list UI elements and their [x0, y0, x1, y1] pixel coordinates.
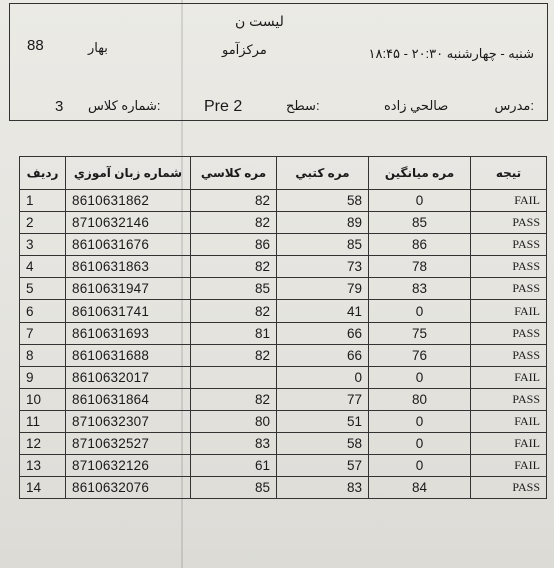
result-cell: FAIL — [471, 190, 547, 212]
col-header-row-number: رديف — [20, 157, 66, 190]
student-id-cell: 8610631947 — [66, 278, 191, 300]
written-grade-cell: 79 — [277, 278, 369, 300]
written-grade-cell: 41 — [277, 300, 369, 322]
class-grade-cell: 86 — [191, 234, 277, 256]
table-row — [20, 190, 547, 212]
written-grade-cell: 57 — [277, 455, 369, 477]
instructor-name: صالحي زاده — [384, 98, 449, 113]
written-grade-cell: 58 — [277, 433, 369, 455]
average-grade-cell: 0 — [369, 300, 471, 322]
table-row — [20, 433, 547, 455]
student-id-cell: 8610632017 — [66, 366, 191, 388]
class-grade-cell: 85 — [191, 278, 277, 300]
student-id-cell: 8610631693 — [66, 322, 191, 344]
result-cell: PASS — [471, 477, 547, 499]
student-id-cell: 8610631676 — [66, 234, 191, 256]
row-number-cell: 11 — [20, 410, 66, 432]
written-grade-cell: 83 — [277, 477, 369, 499]
class-grade-cell: 82 — [191, 212, 277, 234]
average-grade-cell: 0 — [369, 366, 471, 388]
student-id-cell: 8610631688 — [66, 344, 191, 366]
instructor-label: مدرس: — [494, 98, 534, 113]
class-grade-cell: 80 — [191, 410, 277, 432]
result-cell: PASS — [471, 212, 547, 234]
class-grade-cell: 82 — [191, 300, 277, 322]
row-number-cell: 2 — [20, 212, 66, 234]
average-grade-cell: 83 — [369, 278, 471, 300]
table-row — [20, 278, 547, 300]
table-row — [20, 344, 547, 366]
table-header-row — [20, 157, 547, 190]
row-number-cell: 7 — [20, 322, 66, 344]
average-grade-cell: 84 — [369, 477, 471, 499]
average-grade-cell: 0 — [369, 410, 471, 432]
row-number-cell: 9 — [20, 366, 66, 388]
row-number-cell: 13 — [20, 455, 66, 477]
written-grade-cell: 0 — [277, 366, 369, 388]
average-grade-cell: 0 — [369, 190, 471, 212]
row-number-cell: 1 — [20, 190, 66, 212]
result-cell: PASS — [471, 344, 547, 366]
table-row — [20, 256, 547, 278]
schedule-line: شنبه - چهارشنبه ۲۰:۳۰ - ۱۸:۴۵ — [368, 46, 534, 61]
table-row — [20, 234, 547, 256]
result-cell: FAIL — [471, 300, 547, 322]
written-grade-cell: 51 — [277, 410, 369, 432]
average-grade-cell: 76 — [369, 344, 471, 366]
table-row — [20, 212, 547, 234]
row-number-cell: 14 — [20, 477, 66, 499]
student-id-cell: 8610631864 — [66, 388, 191, 410]
table-row — [20, 410, 547, 432]
row-number-cell: 3 — [20, 234, 66, 256]
document-title: لیست ن — [235, 13, 284, 29]
student-id-cell: 8610632076 — [66, 477, 191, 499]
result-cell: FAIL — [471, 366, 547, 388]
average-grade-cell: 0 — [369, 433, 471, 455]
table-row — [20, 322, 547, 344]
col-header-result: تيجه — [471, 157, 547, 190]
header-box — [9, 3, 548, 121]
result-cell: PASS — [471, 278, 547, 300]
average-grade-cell: 0 — [369, 455, 471, 477]
level-label: سطح: — [286, 98, 320, 113]
level-value: Pre 2 — [204, 98, 243, 115]
row-number-cell: 10 — [20, 388, 66, 410]
class-grade-cell: 82 — [191, 344, 277, 366]
student-id-cell: 8710632146 — [66, 212, 191, 234]
student-id-cell: 8710632527 — [66, 433, 191, 455]
term-number: 88 — [27, 37, 44, 54]
result-cell: FAIL — [471, 410, 547, 432]
average-grade-cell: 86 — [369, 234, 471, 256]
written-grade-cell: 66 — [277, 344, 369, 366]
class-grade-cell: 81 — [191, 322, 277, 344]
result-cell: PASS — [471, 234, 547, 256]
term-name: بهار — [88, 40, 108, 55]
written-grade-cell: 66 — [277, 322, 369, 344]
col-header-written-grade: مره كتبي — [277, 157, 369, 190]
row-number-cell: 5 — [20, 278, 66, 300]
student-id-cell: 8710632307 — [66, 410, 191, 432]
class-number-label: شماره كلاس: — [88, 98, 161, 113]
student-id-cell: 8610631862 — [66, 190, 191, 212]
row-number-cell: 6 — [20, 300, 66, 322]
class-grade-cell: 82 — [191, 388, 277, 410]
grades-table — [19, 156, 547, 499]
row-number-cell: 8 — [20, 344, 66, 366]
class-grade-cell: 82 — [191, 190, 277, 212]
written-grade-cell: 58 — [277, 190, 369, 212]
written-grade-cell: 73 — [277, 256, 369, 278]
row-number-cell: 12 — [20, 433, 66, 455]
average-grade-cell: 78 — [369, 256, 471, 278]
student-id-cell: 8610631863 — [66, 256, 191, 278]
class-grade-cell: 83 — [191, 433, 277, 455]
written-grade-cell: 77 — [277, 388, 369, 410]
col-header-average-grade: مره ميانگين — [369, 157, 471, 190]
class-grade-cell: 85 — [191, 477, 277, 499]
table-row — [20, 455, 547, 477]
class-grade-cell: 82 — [191, 256, 277, 278]
table-row — [20, 388, 547, 410]
row-number-cell: 4 — [20, 256, 66, 278]
written-grade-cell: 89 — [277, 212, 369, 234]
student-id-cell: 8610631741 — [66, 300, 191, 322]
class-grade-cell — [191, 366, 277, 388]
table-row — [20, 366, 547, 388]
col-header-student-id: شماره زبان آموزي — [66, 157, 191, 190]
col-header-class-grade: مره كلاسي — [191, 157, 277, 190]
result-cell: FAIL — [471, 433, 547, 455]
student-id-cell: 8710632126 — [66, 455, 191, 477]
result-cell: FAIL — [471, 455, 547, 477]
average-grade-cell: 80 — [369, 388, 471, 410]
center-name: مرکزآمو — [222, 42, 267, 57]
table-row — [20, 300, 547, 322]
class-grade-cell: 61 — [191, 455, 277, 477]
written-grade-cell: 85 — [277, 234, 369, 256]
result-cell: PASS — [471, 322, 547, 344]
average-grade-cell: 75 — [369, 322, 471, 344]
class-number-value: 3 — [55, 98, 64, 115]
table-row — [20, 477, 547, 499]
average-grade-cell: 85 — [369, 212, 471, 234]
result-cell: PASS — [471, 388, 547, 410]
result-cell: PASS — [471, 256, 547, 278]
